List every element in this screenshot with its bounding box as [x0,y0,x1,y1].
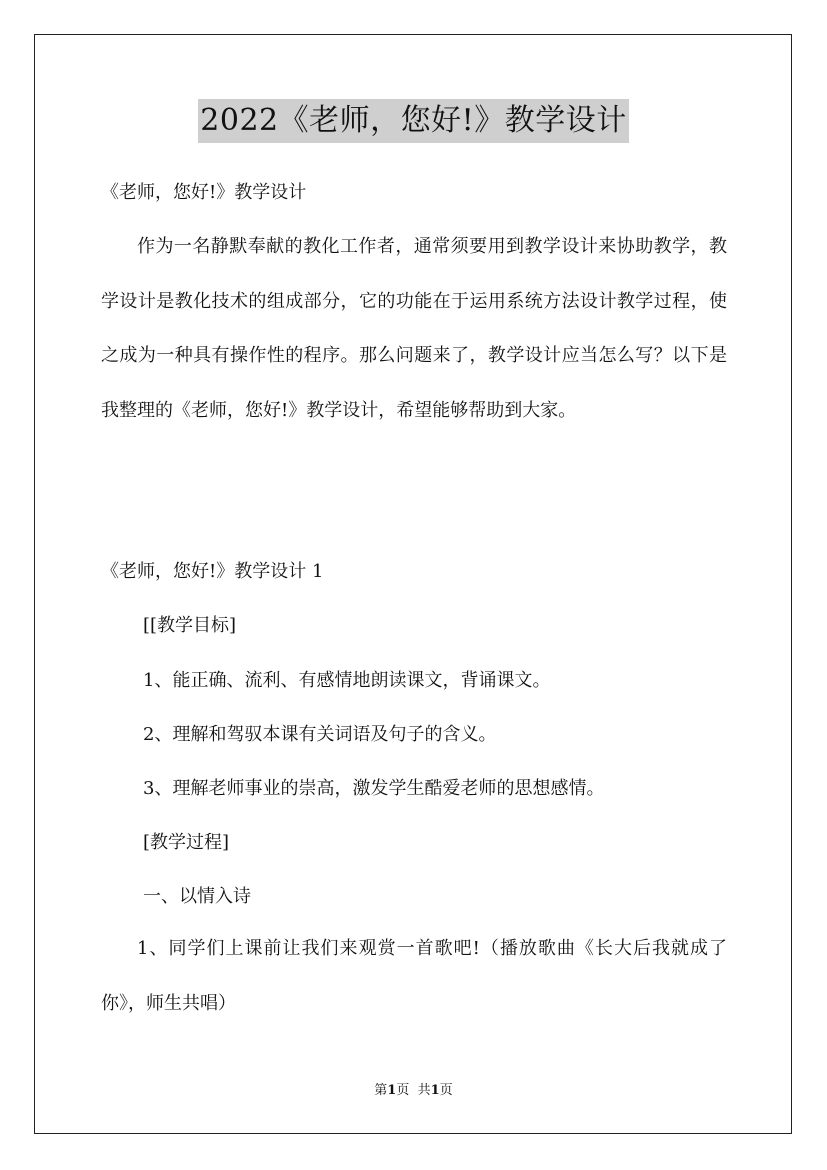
step-heading: 一、以情入诗 [143,886,251,907]
document-title: 2022《老师，您好!》教学设计 [198,99,628,143]
objective-item: 1、能正确、流利、有感情地朗读课文，背诵课文。 [143,670,551,691]
section-heading: 《老师，您好!》教学设计 1 [101,561,324,582]
objective-item: 3、理解老师事业的崇高，激发学生酷爱老师的思想感情。 [143,778,605,799]
page-prefix: 第 [374,1083,388,1098]
step-paragraph: 1、同学们上课前让我们来观赏一首歌吧!（播放歌曲《长大后我就成了你》，师生共唱） [101,938,727,1014]
page-number: 1 [387,1083,397,1098]
objectives-heading: [[教学目标] [143,615,237,636]
process-heading: [教学过程] [143,832,230,853]
objective-item: 2、理解和驾驭本课有关词语及句子的含义。 [143,724,497,745]
page-footer [0,1083,827,1099]
total-pages: 1 [430,1083,440,1098]
title-container [0,99,827,143]
total-suffix: 页 [439,1083,453,1098]
intro-paragraph: 作为一名静默奉献的教化工作者，通常须要用到教学设计来协助教学，教学设计是教化技术的组成部分，它的功能在于运用系统方法设计教学过程，使之成为一种具有操作性的程序。那么问题来了，教学设计应当怎么写？以下是我整理的《老师，您好!》教学设计，希望能够帮助到大家。 [101,236,727,421]
page-suffix: 页 [396,1083,410,1098]
subtitle: 《老师，您好!》教学设计 [101,182,307,203]
total-prefix: 共 [417,1083,431,1098]
